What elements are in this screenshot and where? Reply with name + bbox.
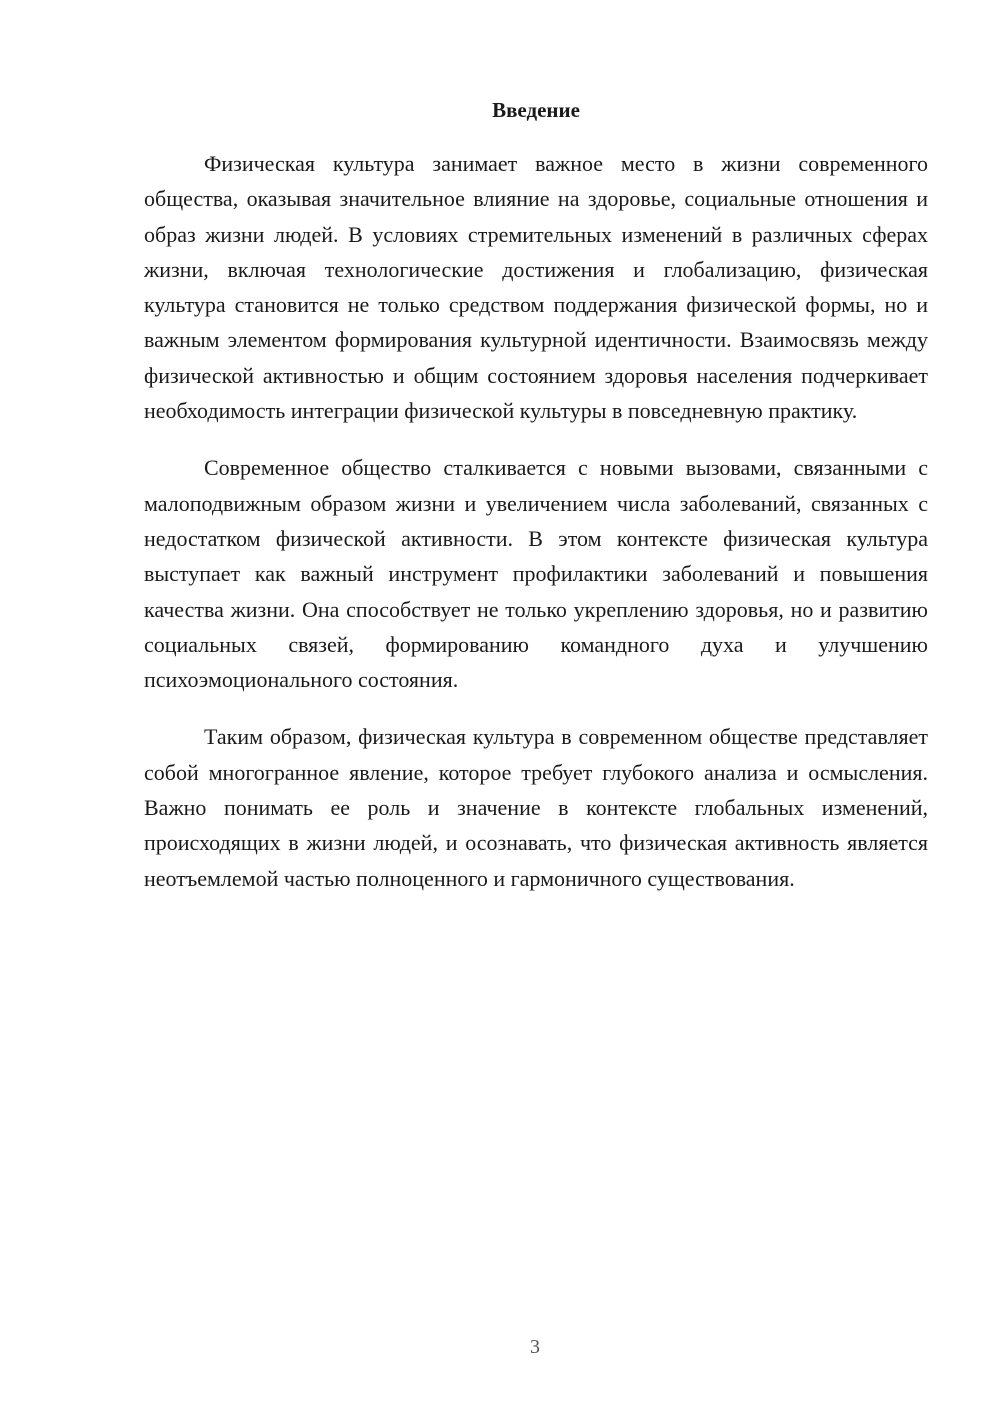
page-content — [144, 94, 928, 918]
page-number: 3 — [530, 1336, 540, 1358]
paragraph-1: Физическая культура занимает важное место в жизни современного общества, оказывая значительное влияние на здоровье, социальные отношения и образ жизни людей. В условиях стремительных изменений в различных сферах жизни, включая технологические достижения и глобализацию, физическая культура становится не только средством поддержания физической формы, но и важным элементом формирования культурной идентичности. Взаимосвязь между физической активностью и общим состоянием здоровья населения подчеркивает необходимость интеграции физической культуры в повседневную практику. — [144, 151, 928, 424]
section-heading: Введение — [492, 98, 580, 122]
paragraph-2: Современное общество сталкивается с новыми вызовами, связанными с малоподвижным образом жизни и увеличением числа заболеваний, связанных с недостатком физической активности. В этом контексте физическая культура выступает как важный инструмент профилактики заболеваний и повышения качества жизни. Она способствует не только укреплению здоровья, но и развитию социальных связей, формированию командного духа и улучшению психоэмоционального состояния. — [144, 455, 928, 693]
paragraph-3: Таким образом, физическая культура в современном обществе представляет собой многогранное явление, которое требует глубокого анализа и осмысления. Важно понимать ее роль и значение в контексте глобальных изменений, происходящих в жизни людей, и осознавать, что физическая активность является неотъемлемой частью полноценного и гармоничного существования. — [144, 724, 928, 891]
